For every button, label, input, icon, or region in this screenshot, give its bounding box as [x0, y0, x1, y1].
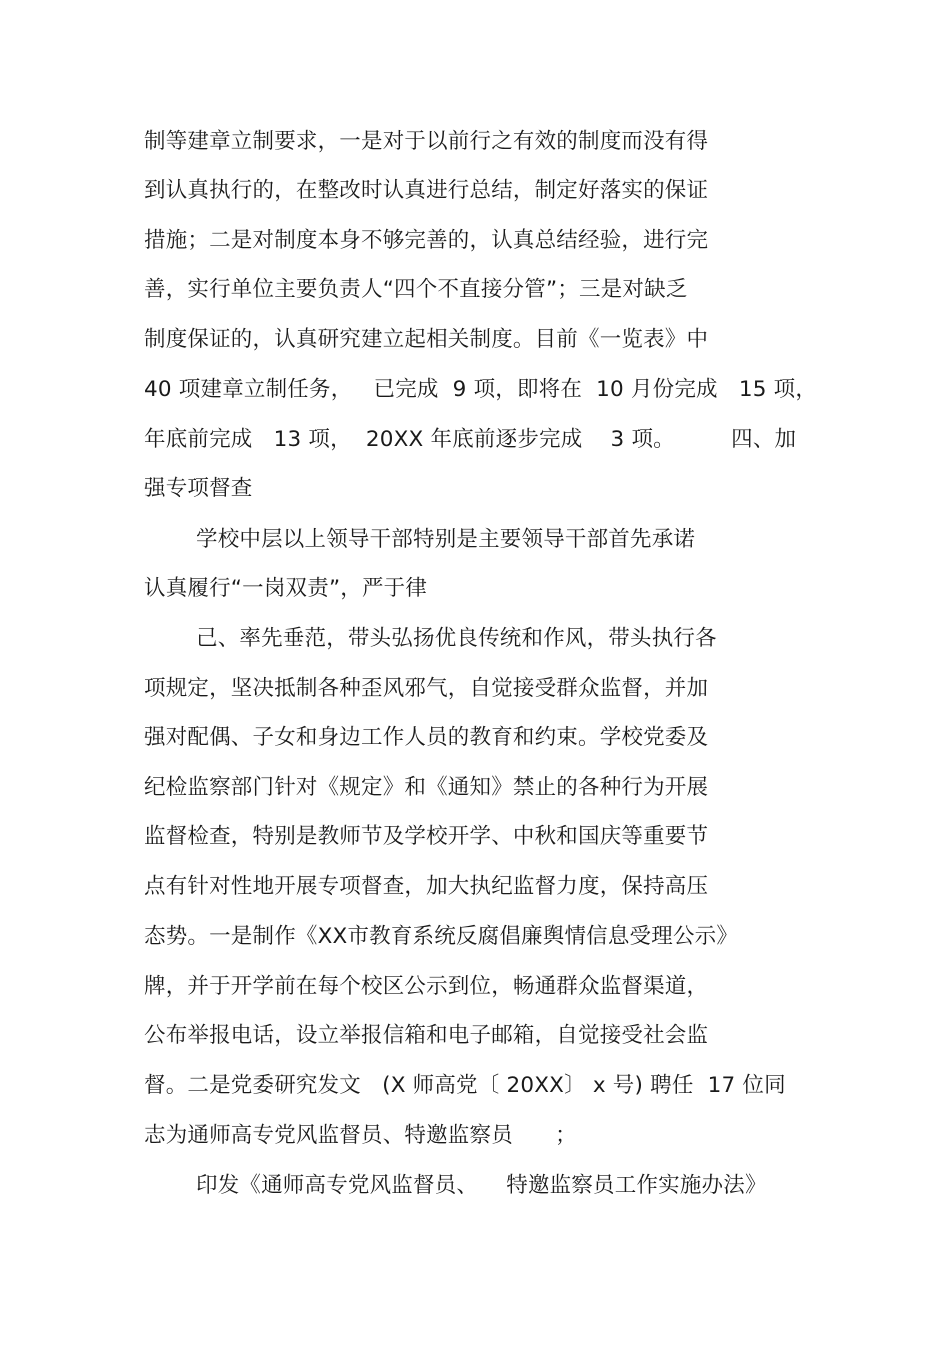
text-line: 强专项督查	[144, 476, 253, 501]
text-line: 督。二是党委研究发文 (X 师高党〔 20XX〕 x 号) 聘任 17 位同	[144, 1073, 786, 1098]
text-line: 认真履行“一岗双责”，严于律	[144, 576, 428, 601]
paragraph-first-line: 己、率先垂范，带头弘扬优良传统和作风，带头执行各	[196, 626, 717, 651]
text-line: 到认真执行的，在整改时认真进行总结，制定好落实的保证	[144, 178, 709, 203]
text-line: 40 项建章立制任务， 已完成 9 项，即将在 10 月份完成 15 项，	[144, 377, 818, 402]
text-line: 制等建章立制要求，一是对于以前行之有效的制度而没有得	[144, 129, 709, 154]
paragraph-first-line: 学校中层以上领导干部特别是主要领导干部首先承诺	[196, 527, 696, 552]
text-line: 措施；二是对制度本身不够完善的，认真总结经验，进行完	[144, 228, 709, 253]
text-line: 牌，并于开学前在每个校区公示到位，畅通群众监督渠道，	[144, 974, 709, 999]
text-line: 点有针对性地开展专项督查，加大执纪监督力度，保持高压	[144, 874, 709, 899]
text-line: 志为通师高专党风监督员、特邀监察员 ；	[144, 1123, 577, 1148]
text-line: 项规定，坚决抵制各种歪风邪气，自觉接受群众监督，并加	[144, 676, 709, 701]
text-line: 强对配偶、子女和身边工作人员的教育和约束。学校党委及	[144, 725, 709, 750]
text-line: 态势。一是制作《XX市教育系统反腐倡廉舆情信息受理公示》	[144, 924, 739, 949]
text-line: 纪检监察部门针对《规定》和《通知》禁止的各种行为开展	[144, 775, 709, 800]
text-line: 年底前完成 13 项， 20XX 年底前逐步完成 3 项。 四、加	[144, 427, 797, 452]
text-line: 公布举报电话，设立举报信箱和电子邮箱，自觉接受社会监	[144, 1023, 709, 1048]
paragraph-first-line: 印发《通师高专党风监督员、 特邀监察员工作实施办法》	[196, 1173, 767, 1198]
text-line: 监督检查，特别是教师节及学校开学、中秋和国庆等重要节	[144, 824, 709, 849]
text-line: 制度保证的，认真研究建立起相关制度。目前《一览表》中	[144, 327, 709, 352]
text-line: 善，实行单位主要负责人“四个不直接分管”；三是对缺乏	[144, 277, 688, 302]
